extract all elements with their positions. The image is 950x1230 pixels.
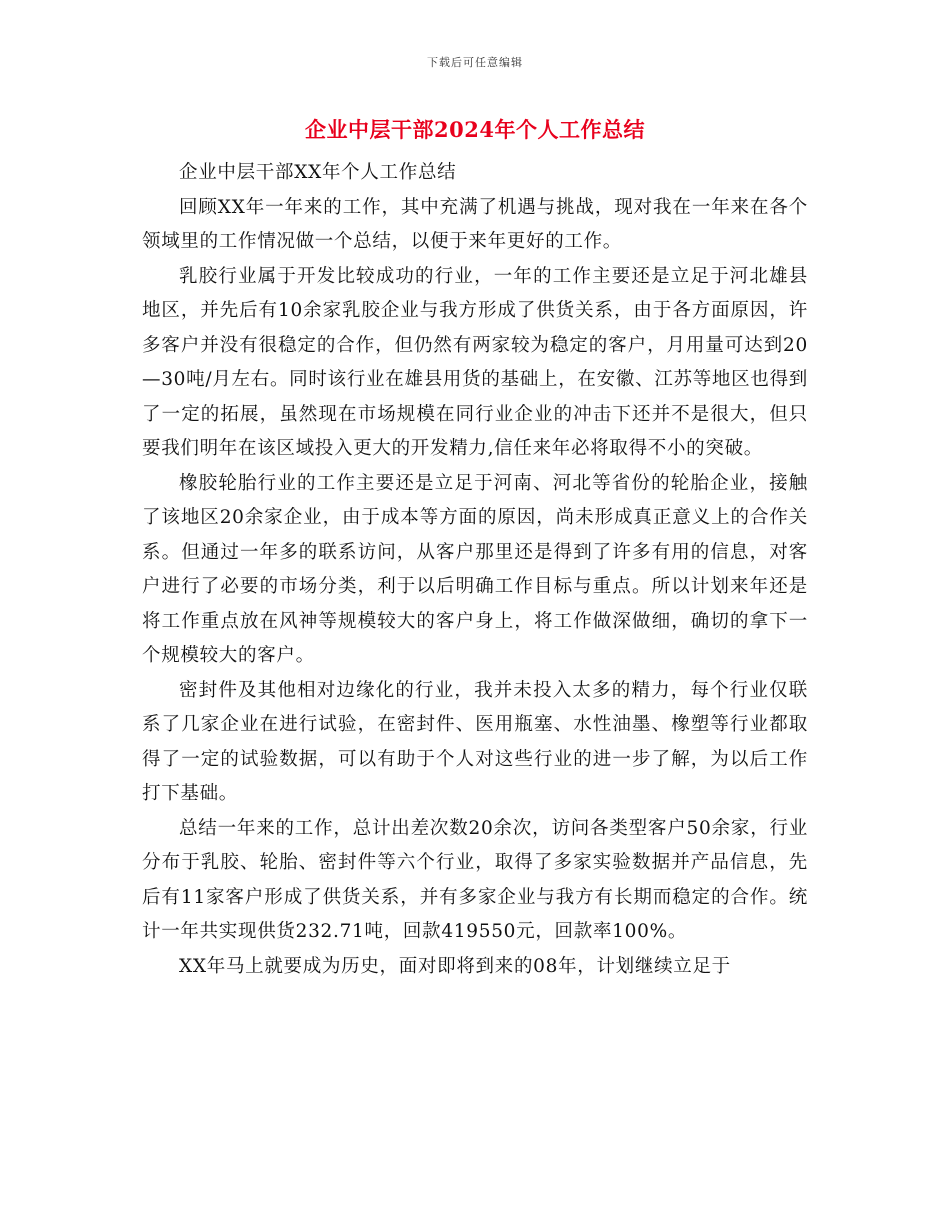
paragraph-seal-industry: 密封件及其他相对边缘化的行业，我并未投入太多的精力，每个行业仅联系了几家企业在进行试验，在密封件、医用瓶塞、水性油墨、橡塑等行业都取得了一定的试验数据，可以有助于个人对这些行业的进一步了解，为以后工作打下基础。 xyxy=(142,679,808,804)
paragraph-subtitle: 企业中层干部XX年个人工作总结 xyxy=(179,162,457,183)
document-title: 企业中层干部2024年个人工作总结 xyxy=(305,117,645,142)
document-body xyxy=(142,156,808,984)
paragraph-summary: 总结一年来的工作，总计出差次数20余次，访问各类型客户50余家，行业分布于乳胶、轮胎、密封件等六个行业，取得了多家实验数据并产品信息，先后有11家客户形成了供货关系，并有多家企业与我方有长期而稳定的合作。统计一年共实现供货232.71吨，回款419550元，回款率100%。 xyxy=(142,817,808,942)
page-header-note: 下载后可任意编辑 xyxy=(427,56,523,69)
paragraph-outlook: XX年马上就要成为历史，面对即将到来的08年，计划继续立足于 xyxy=(179,955,731,977)
paragraph-intro: 回顾XX年一年来的工作，其中充满了机遇与挑战，现对我在一年来在各个领域里的工作情况做一个总结，以便于来年更好的工作。 xyxy=(142,196,808,252)
paragraph-tire-industry: 橡胶轮胎行业的工作主要还是立足于河南、河北等省份的轮胎企业，接触了该地区20余家企业，由于成本等方面的原因，尚未形成真正意义上的合作关系。但通过一年多的联系访问，从客户那里还是得到了许多有用的信息，对客户进行了必要的市场分类，利于以后明确工作目标与重点。所以计划来年还是将工作重点放在风神等规模较大的客户身上，将工作做深做细，确切的拿下一个规模较大的客户。 xyxy=(142,472,808,666)
paragraph-latex-industry: 乳胶行业属于开发比较成功的行业，一年的工作主要还是立足于河北雄县地区，并先后有10余家乳胶企业与我方形成了供货关系，由于各方面原因，许多客户并没有很稳定的合作，但仍然有两家较为稳定的客户，月用量可达到20—30吨/月左右。同时该行业在雄县用货的基础上，在安徽、江苏等地区也得到了一定的拓展，虽然现在市场规模在同行业企业的冲击下还并不是很大，但只要我们明年在该区域投入更大的开发精力,信任来年必将取得不小的突破。 xyxy=(142,265,808,459)
